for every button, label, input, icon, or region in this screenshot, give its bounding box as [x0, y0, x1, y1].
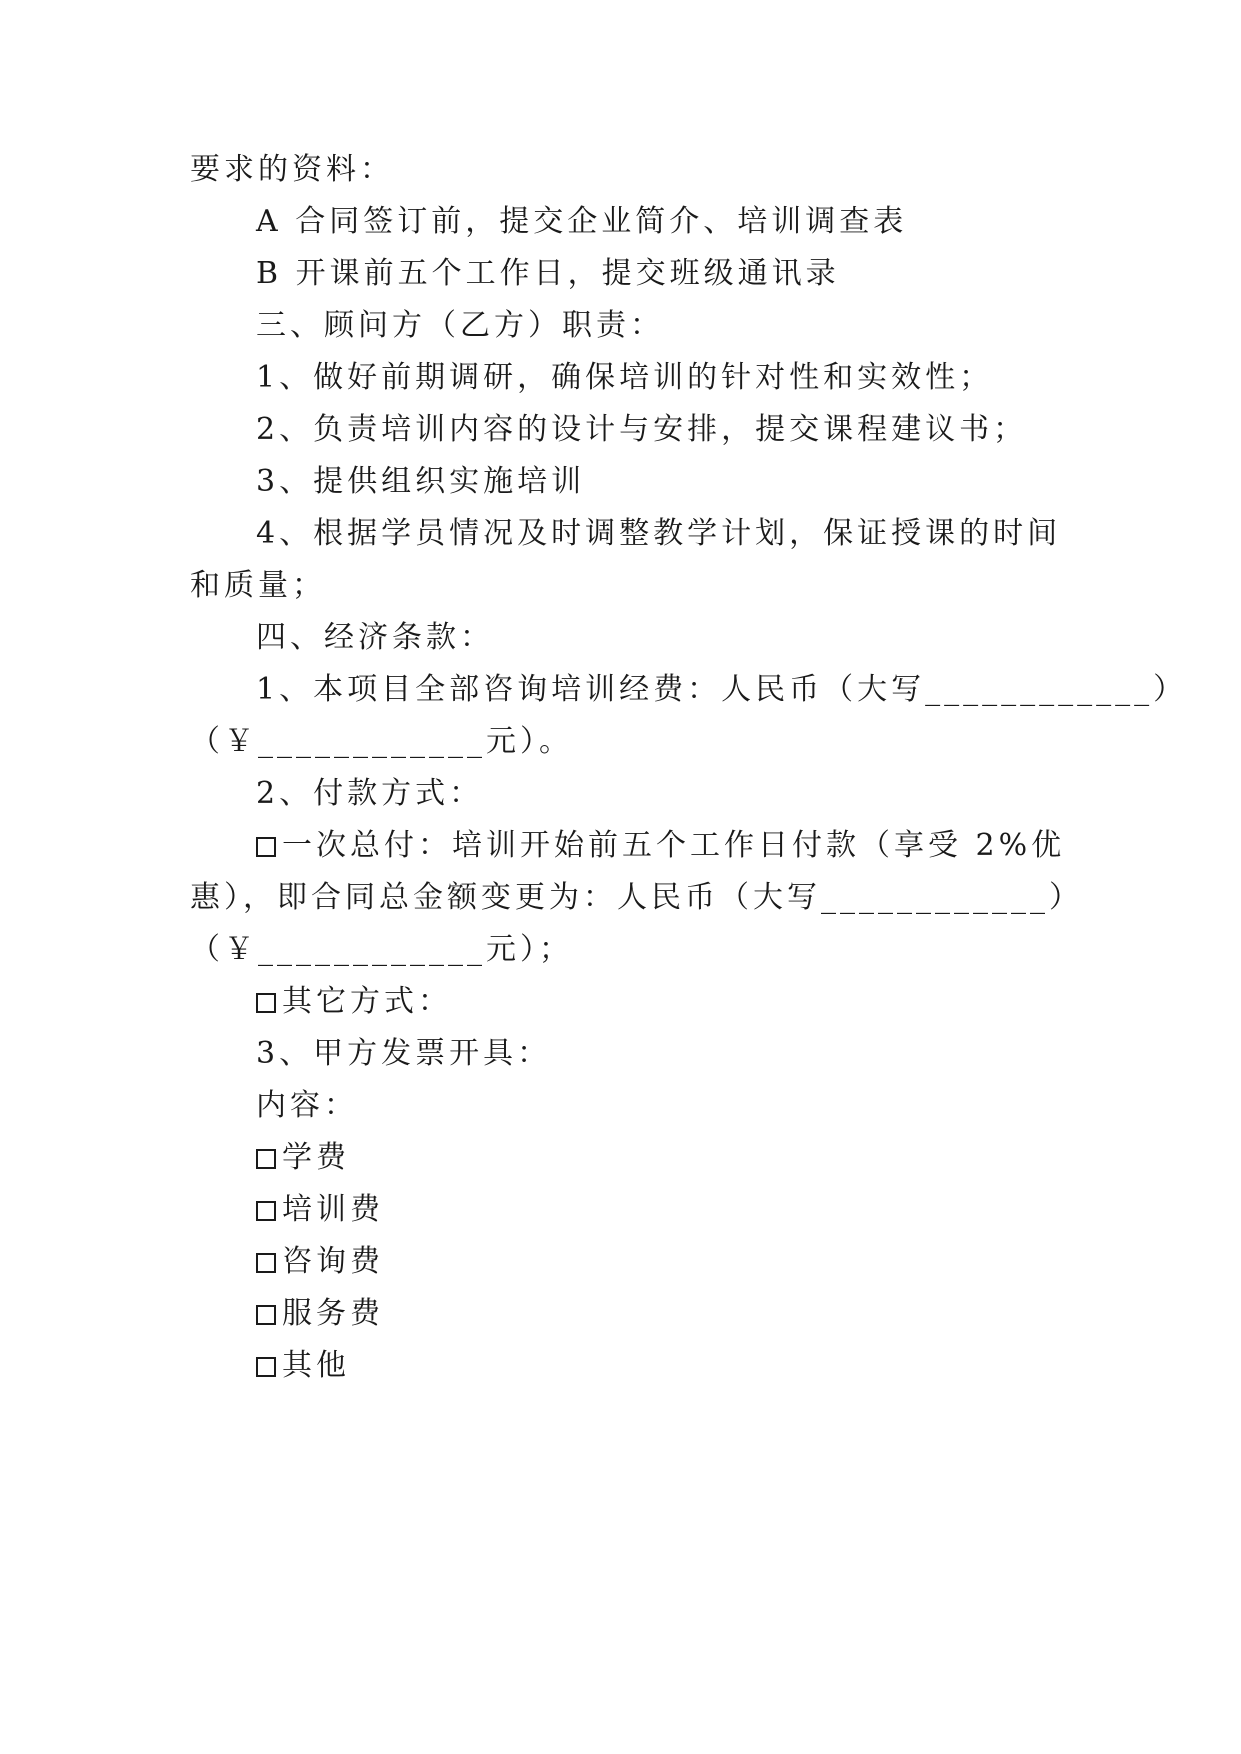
text-line: 2、负责培训内容的设计与安排，提交课程建议书； — [256, 412, 1028, 447]
checkbox-option-consulting-fee[interactable] — [256, 1242, 1126, 1282]
checkbox-option-service-fee[interactable] — [256, 1294, 1126, 1334]
text-line: 2、付款方式： — [256, 776, 484, 811]
text-line: （￥____________元）。 — [190, 724, 573, 759]
text-line: （￥____________元）； — [190, 932, 573, 967]
section-heading: 三、顾问方（乙方）职责： — [256, 308, 664, 343]
checkbox-icon[interactable] — [256, 1253, 276, 1273]
checkbox-label: 其它方式： — [282, 984, 452, 1019]
text-line: 3、提供组织实施培训 — [256, 464, 586, 499]
checkbox-option-lump-sum[interactable] — [256, 826, 1126, 866]
text-line: 内容： — [256, 1088, 358, 1123]
checkbox-icon[interactable] — [256, 993, 276, 1013]
text-line: 和质量； — [190, 568, 326, 603]
checkbox-option-tuition[interactable] — [256, 1138, 1126, 1178]
checkbox-icon[interactable] — [256, 1357, 276, 1377]
text-line: 惠），即合同总金额变更为：人民币（大写____________） — [190, 880, 1083, 915]
checkbox-icon[interactable] — [256, 1149, 276, 1169]
checkbox-icon[interactable] — [256, 1305, 276, 1325]
checkbox-label: 培训费 — [282, 1192, 384, 1227]
checkbox-label: 其他 — [282, 1348, 350, 1383]
checkbox-label: 服务费 — [282, 1296, 384, 1331]
text-line: 3、甲方发票开具： — [256, 1036, 552, 1071]
checkbox-option-other-method[interactable] — [256, 982, 1126, 1022]
section-heading: 四、经济条款： — [256, 620, 494, 655]
checkbox-option-training-fee[interactable] — [256, 1190, 1126, 1230]
text-line: 1、做好前期调研，确保培训的针对性和实效性； — [256, 360, 994, 395]
text-line: 1、本项目全部咨询培训经费：人民币（大写____________） — [256, 672, 1188, 707]
checkbox-icon[interactable] — [256, 1201, 276, 1221]
checkbox-icon[interactable] — [256, 837, 276, 857]
text-line: B 开课前五个工作日，提交班级通讯录 — [256, 256, 840, 291]
checkbox-option-other[interactable] — [256, 1346, 1126, 1386]
checkbox-label: 咨询费 — [282, 1244, 384, 1279]
checkbox-label: 一次总付：培训开始前五个工作日付款（享受 2%优 — [282, 828, 1066, 863]
text-line: A 合同签订前，提交企业简介、培训调查表 — [256, 204, 908, 239]
text-line: 4、根据学员情况及时调整教学计划，保证授课的时间 — [256, 516, 1062, 551]
text-line: 要求的资料： — [190, 152, 394, 187]
checkbox-label: 学费 — [282, 1140, 350, 1175]
